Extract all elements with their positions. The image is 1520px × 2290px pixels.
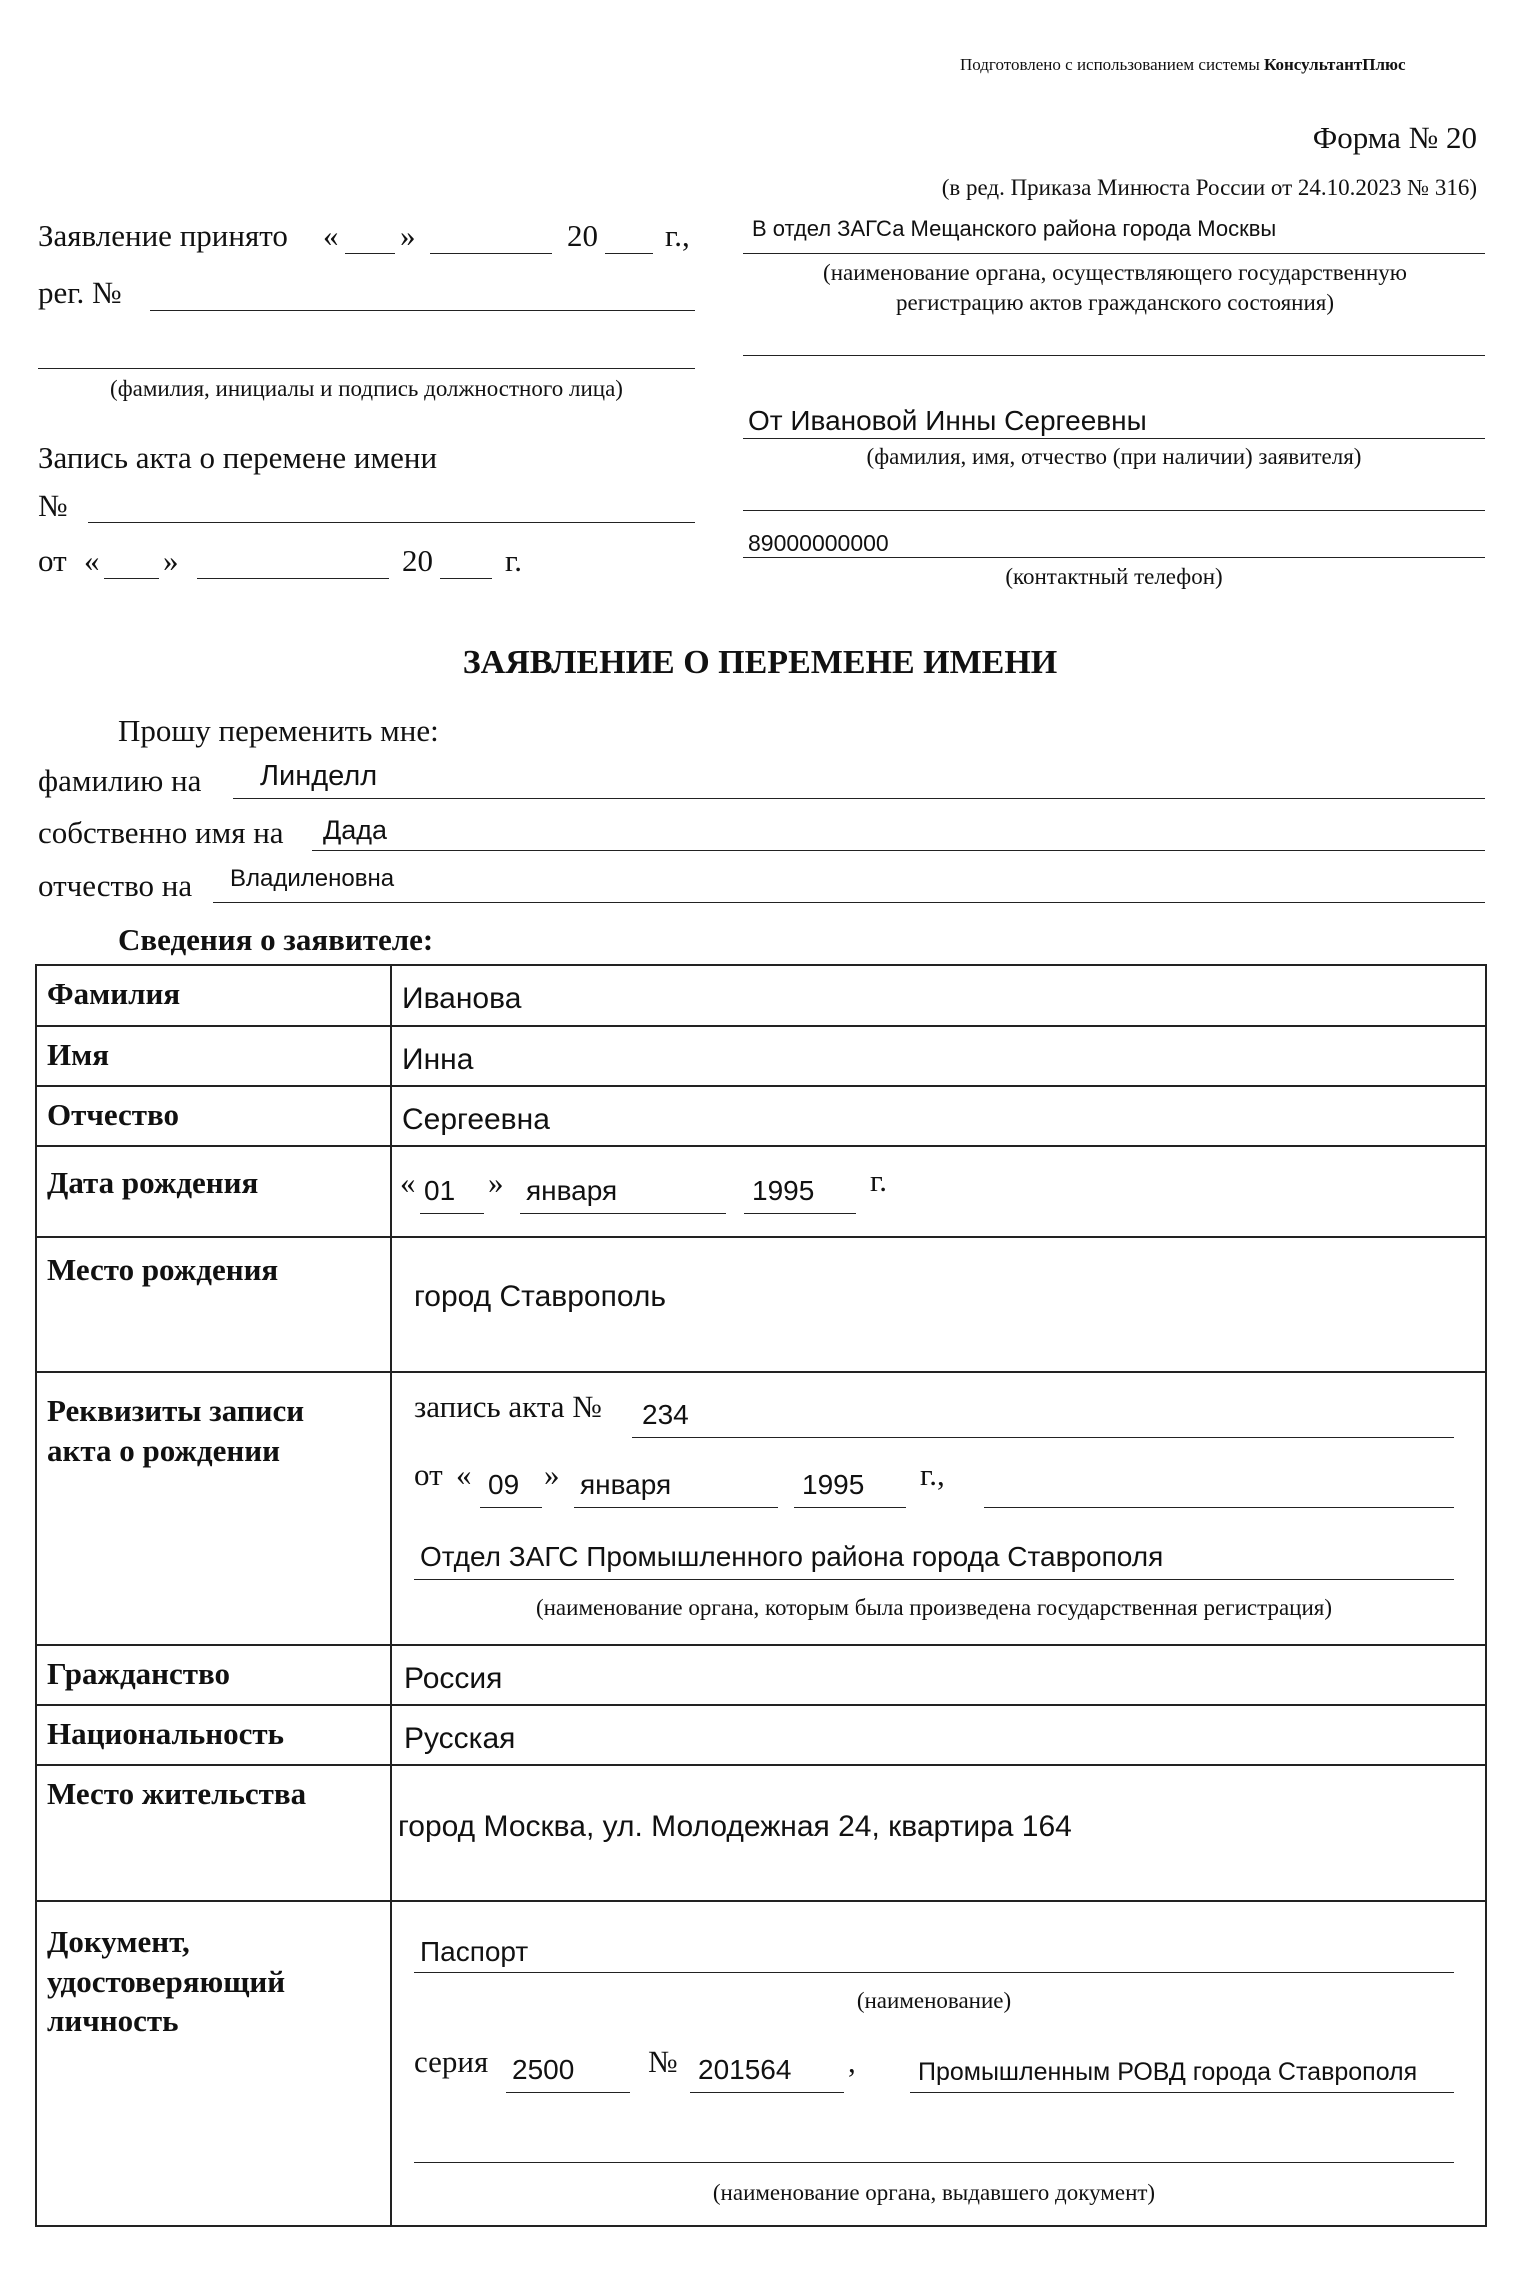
birth-record-year-line xyxy=(794,1507,906,1508)
issuer-line-2 xyxy=(414,2162,1454,2163)
accepted-year-suffix: г., xyxy=(665,218,690,253)
table-row xyxy=(36,1026,1486,1086)
record-quote-open: « xyxy=(84,543,100,578)
new-name-value[interactable]: Дада xyxy=(323,815,388,845)
table-row xyxy=(36,1372,1486,1645)
surname-value[interactable]: Иванова xyxy=(402,982,522,1015)
pob-header: Место рождения xyxy=(36,1237,391,1372)
accepted-day-line[interactable] xyxy=(345,253,395,254)
table-row xyxy=(36,1086,1486,1146)
new-patronymic-value[interactable]: Владиленовна xyxy=(230,865,395,892)
applicant-section-title: Сведения о заявителе: xyxy=(118,922,434,957)
id-doc-header: Документ, удостоверяющий личность xyxy=(36,1901,391,2226)
registry-office-line xyxy=(743,253,1485,254)
number-value[interactable]: 201564 xyxy=(698,2054,792,2085)
registry-office-value[interactable]: В отдел ЗАГСа Мещанского района города Москвы xyxy=(752,216,1277,241)
birth-record-month[interactable]: января xyxy=(580,1469,672,1500)
dob-header: Дата рождения xyxy=(36,1146,391,1237)
residence-header: Место жительства xyxy=(36,1765,391,1901)
number-label: № xyxy=(648,2044,678,2079)
nationality-value[interactable]: Русская xyxy=(404,1722,516,1755)
birth-record-office-line xyxy=(414,1579,1454,1580)
issuer-line xyxy=(910,2092,1454,2093)
dob-year-line xyxy=(744,1213,856,1214)
dob-day[interactable]: 01 xyxy=(424,1175,456,1206)
new-name-label: собственно имя на xyxy=(38,815,284,850)
table-row xyxy=(36,1237,1486,1372)
pob-cell xyxy=(391,1237,1486,1372)
dob-year-suffix: г. xyxy=(870,1163,887,1198)
table-row xyxy=(36,1705,1486,1765)
record-year-suffix: г. xyxy=(505,543,522,578)
series-label: серия xyxy=(414,2044,489,2079)
birth-record-quote-close: » xyxy=(544,1457,560,1492)
request-intro: Прошу переменить мне: xyxy=(118,713,439,748)
record-from-label: от xyxy=(38,543,67,578)
id-doc-cell xyxy=(391,1901,1486,2226)
series-line xyxy=(506,2092,630,2093)
table-row xyxy=(36,1645,1486,1705)
applicant-caption: (фамилия, имя, отчество (при наличии) заявителя) xyxy=(866,444,1362,469)
new-patronymic-line xyxy=(213,902,1485,903)
citizenship-cell xyxy=(391,1645,1486,1705)
form-number: Форма № 20 xyxy=(1312,120,1477,155)
table-row xyxy=(36,1765,1486,1901)
record-no-label: № xyxy=(38,488,68,523)
record-year-prefix: 20 xyxy=(402,543,433,578)
prepared-prefix: Подготовлено с использованием системы xyxy=(960,55,1260,74)
dob-cell xyxy=(391,1146,1486,1237)
birth-record-no[interactable]: 234 xyxy=(642,1399,689,1430)
citizenship-header: Гражданство xyxy=(36,1645,391,1705)
record-month-line[interactable] xyxy=(197,578,389,579)
residence-cell xyxy=(391,1765,1486,1901)
dob-quote-open: « xyxy=(400,1165,416,1200)
birth-record-year[interactable]: 1995 xyxy=(802,1469,865,1500)
birth-record-day-line xyxy=(480,1507,542,1508)
new-patronymic-label: отчество на xyxy=(38,868,193,903)
dob-month-line xyxy=(520,1213,726,1214)
birth-record-extra-line xyxy=(984,1507,1454,1508)
accepted-month-line[interactable] xyxy=(430,253,552,254)
applicant-table xyxy=(35,964,1487,2227)
accepted-quote-open: « xyxy=(323,218,339,253)
official-signature-line[interactable] xyxy=(38,368,695,369)
new-surname-label: фамилию на xyxy=(38,763,202,798)
accepted-quote-close: » xyxy=(400,218,416,253)
applicant-line xyxy=(743,438,1485,439)
table-row xyxy=(36,1146,1486,1237)
dob-month[interactable]: января xyxy=(526,1175,618,1206)
birth-record-office[interactable]: Отдел ЗАГС Промышленного района города Ставрополя xyxy=(420,1541,1164,1572)
page-title: ЗАЯВЛЕНИЕ О ПЕРЕМЕНЕ ИМЕНИ xyxy=(462,644,1058,681)
accepted-label: Заявление принято xyxy=(38,218,288,253)
pob-value[interactable]: город Ставрополь xyxy=(414,1280,666,1313)
dob-year[interactable]: 1995 xyxy=(752,1175,815,1206)
id-doc-line xyxy=(414,1972,1454,1973)
applicant-value[interactable]: От Ивановой Инны Сергеевны xyxy=(748,405,1147,436)
record-label: Запись акта о перемене имени xyxy=(38,440,438,475)
id-doc-value[interactable]: Паспорт xyxy=(420,1936,529,1967)
applicant-line-2 xyxy=(743,510,1485,511)
name-value[interactable]: Инна xyxy=(402,1043,474,1076)
record-year-line[interactable] xyxy=(440,578,492,579)
birth-record-caption: (наименование органа, которым была произведена государственная регистрация) xyxy=(535,1595,1333,1620)
phone-line xyxy=(743,557,1485,558)
patronymic-header: Отчество xyxy=(36,1086,391,1146)
official-caption: (фамилия, инициалы и подпись должностного лица) xyxy=(110,376,623,401)
reg-label: рег. № xyxy=(38,275,122,310)
registry-office-line-2 xyxy=(743,355,1485,356)
birth-record-from-label: от xyxy=(414,1457,443,1492)
surname-header: Фамилия xyxy=(36,965,391,1026)
nationality-header: Национальность xyxy=(36,1705,391,1765)
surname-cell xyxy=(391,965,1486,1026)
record-number-line[interactable] xyxy=(88,522,695,523)
birth-record-quote-open: « xyxy=(456,1457,472,1492)
birth-record-no-label: запись акта № xyxy=(414,1389,602,1424)
new-name-line xyxy=(312,850,1485,851)
number-line xyxy=(690,2092,844,2093)
residence-value[interactable]: город Москва, ул. Молодежная 24, квартира 164 xyxy=(398,1810,1072,1843)
record-quote-close: » xyxy=(163,543,179,578)
new-surname-line xyxy=(233,798,1485,799)
birth-record-month-line xyxy=(574,1507,778,1508)
patronymic-value[interactable]: Сергеевна xyxy=(402,1103,550,1136)
citizenship-value[interactable]: Россия xyxy=(404,1662,503,1695)
nationality-cell xyxy=(391,1705,1486,1765)
dob-day-line xyxy=(420,1213,484,1214)
birth-record-no-line xyxy=(632,1437,1454,1438)
issuer-caption: (наименование органа, выдавшего документ) xyxy=(712,2180,1156,2205)
reg-number-line[interactable] xyxy=(150,310,695,311)
prepared-system: КонсультантПлюс xyxy=(1264,55,1406,74)
name-header: Имя xyxy=(36,1026,391,1086)
birth-record-cell xyxy=(391,1372,1486,1645)
phone-value[interactable]: 89000000000 xyxy=(748,530,889,556)
phone-caption: (контактный телефон) xyxy=(1005,564,1223,589)
id-doc-caption: (наименование) xyxy=(856,1988,1012,2013)
number-comma: , xyxy=(848,2044,856,2079)
table-row xyxy=(36,965,1486,1026)
dob-quote-close: » xyxy=(488,1165,504,1200)
birth-record-year-suffix: г., xyxy=(920,1457,945,1492)
edition-note: (в ред. Приказа Минюста России от 24.10.2023 № 316) xyxy=(941,175,1477,200)
record-day-line[interactable] xyxy=(104,578,159,579)
birth-record-day[interactable]: 09 xyxy=(488,1469,520,1500)
name-cell xyxy=(391,1026,1486,1086)
accepted-year-prefix: 20 xyxy=(567,218,598,253)
accepted-year-line[interactable] xyxy=(605,253,653,254)
new-surname-value[interactable]: Линделл xyxy=(260,760,378,792)
registry-caption: (наименование органа, осуществляющего государственную регистрацию актов гражданского состояния) xyxy=(823,260,1407,315)
series-value[interactable]: 2500 xyxy=(512,2054,575,2085)
birth-record-header: Реквизиты записи акта о рождении xyxy=(36,1372,391,1645)
issuer-value[interactable]: Промышленным РОВД города Ставрополя xyxy=(918,2058,1418,2086)
table-row xyxy=(36,1901,1486,2226)
patronymic-cell xyxy=(391,1086,1486,1146)
prepared-note xyxy=(960,55,1406,75)
